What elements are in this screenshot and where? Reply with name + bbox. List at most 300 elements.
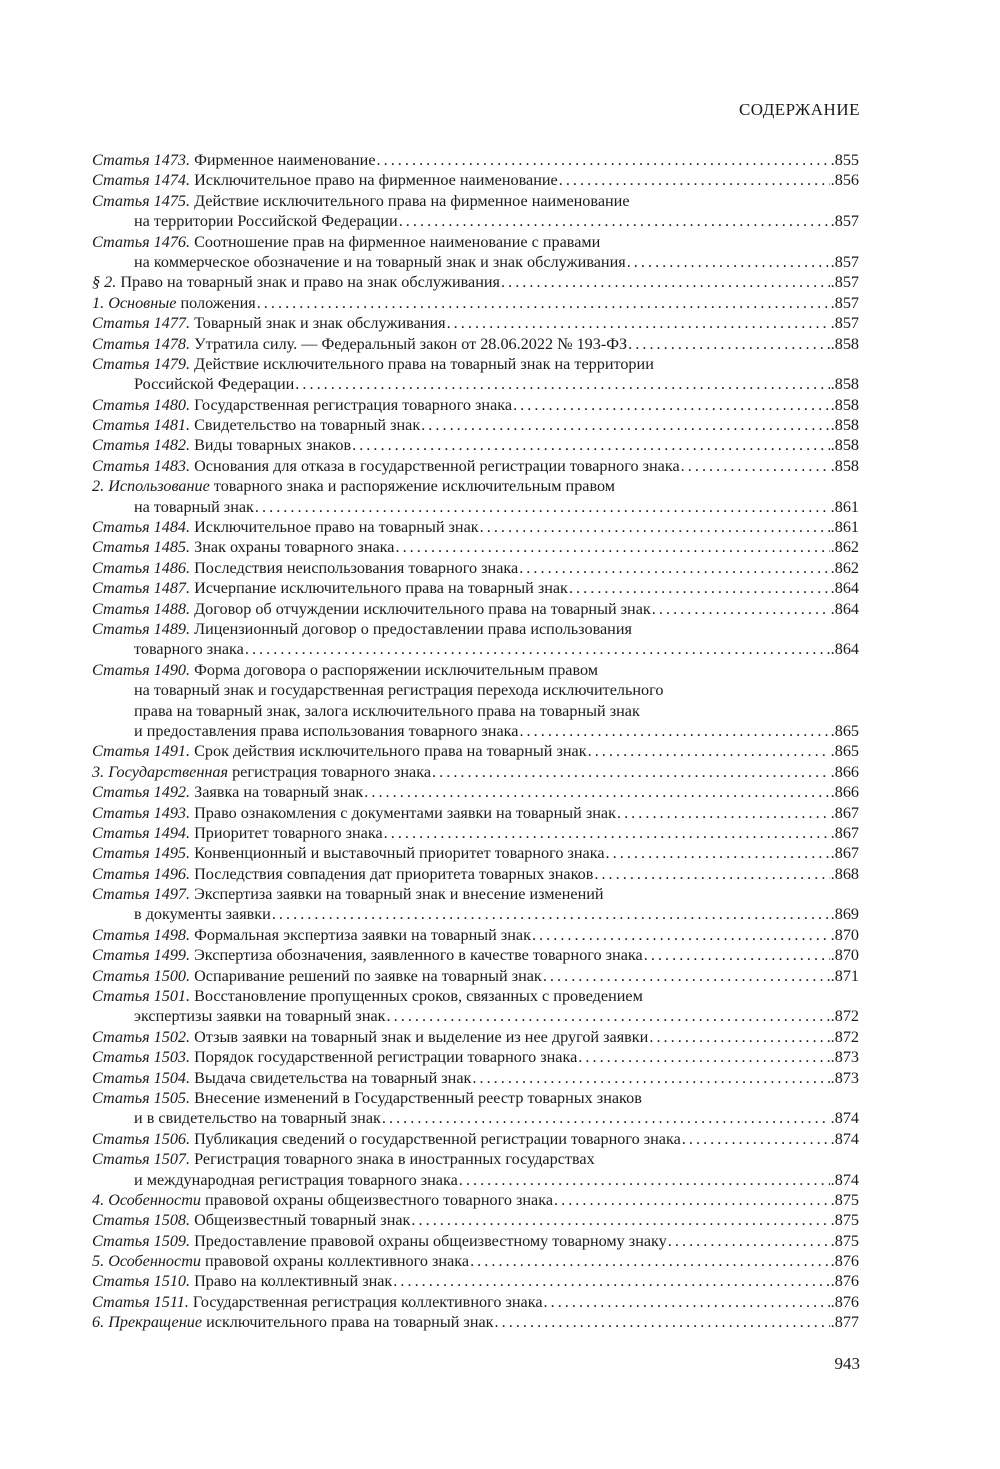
toc-entry-label: Статья 1507. [92, 1150, 191, 1169]
dot-leader [681, 456, 830, 476]
toc-entry-continuation-line [92, 680, 859, 700]
toc-entry-title: Конвенционный и выставочный приоритет товарного знака [194, 844, 605, 863]
toc-entry-first-line [92, 313, 859, 333]
toc-entry-page: .870 [830, 946, 859, 965]
toc-entry-title: Действие исключительного права на фирменное наименование [194, 191, 630, 210]
dot-leader [578, 1047, 829, 1067]
toc-entry-first-line [92, 517, 859, 537]
dot-leader [364, 782, 829, 802]
toc-entry [92, 476, 859, 517]
toc-entry-first-line [92, 986, 859, 1006]
toc-entry-page: .857 [830, 212, 859, 231]
toc-entry-first-line [92, 150, 859, 170]
toc-entry-label: Статья 1474. [92, 171, 191, 190]
toc-entry [92, 293, 859, 313]
toc-entry [92, 537, 859, 557]
toc-entry [92, 884, 859, 925]
toc-entry-label: Статья 1486. [92, 558, 191, 577]
toc-entry-page: .857 [830, 273, 859, 292]
toc-entry-continuation-line [92, 252, 859, 272]
toc-entry-page: .858 [830, 416, 859, 435]
table-of-contents [92, 150, 859, 1333]
toc-entry-page: .870 [830, 925, 859, 944]
toc-entry-label: Статья 1504. [92, 1068, 191, 1087]
toc-entry-first-line [92, 578, 859, 598]
toc-entry-first-line [92, 843, 859, 863]
toc-entry-first-line [92, 741, 859, 761]
dot-leader [459, 1170, 830, 1190]
toc-entry-label: § 2. [92, 273, 117, 292]
toc-entry-title: Исчерпание исключительного права на товарный знак [194, 579, 568, 598]
toc-entry-continuation-line [92, 1006, 859, 1026]
toc-entry-page: .875 [830, 1211, 859, 1230]
toc-entry-title: Регистрация товарного знака в иностранных государствах [194, 1150, 595, 1169]
toc-entry [92, 1047, 859, 1067]
toc-entry-page: .865 [830, 721, 859, 740]
toc-entry-first-line [92, 395, 859, 415]
toc-entry-page: .858 [830, 456, 859, 475]
toc-entry-first-line [92, 1312, 859, 1332]
toc-entry [92, 1210, 859, 1230]
toc-entry [92, 803, 859, 823]
toc-entry-label: Статья 1479. [92, 354, 191, 373]
toc-entry-first-line [92, 966, 859, 986]
toc-entry-label: Статья 1490. [92, 660, 191, 679]
dot-leader [395, 537, 829, 557]
toc-entry-title: на коммерческое обозначение и на товарный знак и знак обслуживания [134, 252, 626, 271]
toc-entry-first-line [92, 1088, 859, 1108]
dot-leader [649, 1027, 829, 1047]
toc-entry-label: Статья 1500. [92, 966, 191, 985]
dot-leader [554, 1190, 830, 1210]
dot-leader [513, 395, 830, 415]
dot-leader [617, 803, 830, 823]
toc-entry-title: Порядок государственной регистрации товарного знака [194, 1048, 578, 1067]
toc-entry-title: Отзыв заявки на товарный знак и выделение из нее другой заявки [194, 1027, 649, 1046]
toc-entry [92, 1251, 859, 1271]
toc-entry-continuation-line [92, 701, 859, 721]
toc-entry-title: регистрация товарного знака [232, 762, 432, 781]
toc-entry-label: 5. Особенности [92, 1252, 201, 1271]
toc-entry-first-line [92, 660, 859, 680]
toc-entry-page: .874 [830, 1129, 859, 1148]
toc-entry-label: 2. Использование [92, 477, 210, 496]
dot-leader [652, 599, 830, 619]
toc-entry-title: Фирменное наименование [194, 151, 376, 169]
toc-entry [92, 945, 859, 965]
toc-entry-title: Действие исключительного права на товарный знак на территории [194, 354, 654, 373]
dot-leader [245, 639, 830, 659]
running-header: СОДЕРЖАНИЕ [738, 100, 860, 119]
toc-entry-title: Исключительное право на фирменное наименование [194, 171, 558, 190]
toc-entry-title: Лицензионный договор о предоставлении права использования [194, 619, 632, 638]
dot-leader [272, 904, 830, 924]
toc-entry [92, 150, 859, 170]
toc-entry-first-line [92, 354, 859, 374]
toc-entry [92, 925, 859, 945]
dot-leader [628, 334, 830, 354]
toc-entry-first-line [92, 170, 859, 190]
toc-entry-page: .858 [830, 436, 859, 455]
toc-entry-page: .876 [830, 1252, 859, 1271]
toc-entry-page: .872 [830, 1027, 859, 1046]
toc-entry-label: Статья 1488. [92, 599, 191, 618]
toc-entry-label: Статья 1494. [92, 823, 191, 842]
toc-entry-first-line [92, 1210, 859, 1230]
toc-entry-label: Статья 1503. [92, 1048, 191, 1067]
toc-entry-label: Статья 1483. [92, 456, 191, 475]
toc-entry [92, 313, 859, 333]
toc-entry-page: .873 [830, 1048, 859, 1067]
toc-entry [92, 986, 859, 1027]
toc-entry-title: Право на товарный знак и право на знак обслуживания [120, 273, 501, 292]
dot-leader [393, 1271, 829, 1291]
dot-leader [495, 1312, 830, 1332]
toc-entry-continuation-line [92, 497, 859, 517]
dot-leader [543, 966, 830, 986]
dot-leader [588, 741, 830, 761]
toc-entry-title: на территории Российской Федерации [134, 212, 398, 231]
toc-entry-first-line [92, 1068, 859, 1088]
toc-entry-title: Срок действия исключительного права на товарный знак [194, 742, 587, 761]
toc-entry-page: .858 [830, 334, 859, 353]
toc-entry-title: на товарный знак [134, 497, 254, 516]
toc-entry [92, 843, 859, 863]
toc-entry-label: Статья 1484. [92, 518, 191, 537]
toc-entry-page: .857 [830, 252, 859, 271]
toc-entry-label: Статья 1476. [92, 232, 191, 251]
toc-entry-label: Статья 1509. [92, 1231, 191, 1250]
dot-leader [352, 435, 830, 455]
toc-entry-label: Статья 1495. [92, 844, 191, 863]
toc-entry-first-line [92, 884, 859, 904]
toc-entry [92, 619, 859, 660]
toc-entry-title: Внесение изменений в Государственный реестр товарных знаков [194, 1088, 642, 1107]
toc-entry-first-line [92, 1190, 859, 1210]
dot-leader [668, 1231, 830, 1251]
toc-entry [92, 1271, 859, 1291]
toc-entry [92, 660, 859, 742]
toc-entry [92, 334, 859, 354]
toc-entry-label: Статья 1485. [92, 538, 191, 557]
toc-entry-page: .867 [830, 803, 859, 822]
toc-entry-first-line [92, 864, 859, 884]
toc-entry [92, 762, 859, 782]
dot-leader [501, 272, 830, 292]
dot-leader [432, 762, 830, 782]
toc-entry-label: Статья 1496. [92, 864, 191, 883]
dot-leader [387, 1006, 830, 1026]
toc-entry-label: Статья 1501. [92, 987, 191, 1006]
toc-entry-title: экспертизы заявки на товарный знак [134, 1007, 386, 1026]
toc-entry-page: .864 [830, 640, 859, 659]
toc-entry-first-line [92, 1047, 859, 1067]
toc-entry [92, 1312, 859, 1332]
toc-entry-title: в документы заявки [134, 905, 271, 924]
toc-entry-title: и международная регистрация товарного знака [134, 1170, 458, 1189]
toc-entry [92, 864, 859, 884]
dot-leader [569, 578, 830, 598]
toc-entry-page: .868 [830, 864, 859, 883]
toc-entry [92, 823, 859, 843]
toc-entry-page: .864 [830, 599, 859, 618]
toc-entry-page: .872 [830, 1007, 859, 1026]
dot-leader [644, 945, 830, 965]
toc-entry-page: .862 [830, 558, 859, 577]
dot-leader [257, 293, 830, 313]
toc-entry-continuation-line [92, 639, 859, 659]
toc-entry-page: .856 [830, 171, 859, 190]
toc-entry-title: правовой охраны общеизвестного товарного знака [205, 1190, 554, 1209]
toc-entry [92, 456, 859, 476]
toc-entry-first-line [92, 619, 859, 639]
toc-entry-page: .855 [830, 151, 859, 169]
toc-entry-first-line [92, 1027, 859, 1047]
toc-entry-first-line [92, 1149, 859, 1169]
toc-entry-first-line [92, 293, 859, 313]
dot-leader [472, 1068, 829, 1088]
toc-entry-label: Статья 1506. [92, 1129, 191, 1148]
toc-entry-label: Статья 1473. [92, 151, 191, 169]
toc-entry-page: .865 [830, 742, 859, 761]
toc-entry-first-line [92, 1251, 859, 1271]
toc-entry-title: Утратила силу. — Федеральный закон от 28.06.2022 № 193-ФЗ [194, 334, 628, 353]
toc-entry [92, 1068, 859, 1088]
toc-entry [92, 1088, 859, 1129]
toc-entry [92, 1149, 859, 1190]
toc-entry [92, 1027, 859, 1047]
toc-entry [92, 415, 859, 435]
toc-entry-continuation-line [92, 1170, 859, 1190]
toc-entry-title: на товарный знак и государственная регистрация перехода исключительного [134, 681, 664, 700]
toc-entry-first-line [92, 823, 859, 843]
toc-entry-label: Статья 1497. [92, 885, 191, 904]
toc-entry-title: Публикация сведений о государственной регистрации товарного знака [194, 1129, 681, 1148]
toc-entry-title: товарного знака и распоряжение исключительным правом [213, 477, 616, 496]
toc-entry-title: Свидетельство на товарный знак [194, 416, 421, 435]
toc-entry-title: Право на коллективный знак [194, 1272, 393, 1291]
toc-entry-label: Статья 1508. [92, 1211, 191, 1230]
toc-entry [92, 558, 859, 578]
toc-entry-page: .875 [830, 1231, 859, 1250]
toc-entry-label: Статья 1511. [92, 1292, 189, 1311]
toc-entry-page: .876 [830, 1292, 859, 1311]
toc-entry-page: .857 [830, 314, 859, 333]
toc-entry-title: Российской Федерации [134, 375, 295, 394]
toc-entry-label: Статья 1475. [92, 191, 191, 210]
toc-entry-first-line [92, 537, 859, 557]
toc-entry-first-line [92, 456, 859, 476]
toc-entry-title: Договор об отчуждении исключительного права на товарный знак [194, 599, 651, 618]
toc-entry-first-line [92, 272, 859, 292]
toc-entry-title: Приоритет товарного знака [194, 823, 383, 842]
toc-entry-title: и предоставления права использования товарного знака [134, 721, 519, 740]
toc-entry-first-line [92, 1292, 859, 1312]
toc-entry-title: Экспертиза обозначения, заявленного в качестве товарного знака [194, 946, 643, 965]
toc-entry-first-line [92, 925, 859, 945]
dot-leader [627, 252, 830, 272]
toc-entry [92, 599, 859, 619]
toc-entry-continuation-line [92, 211, 859, 231]
toc-entry-first-line [92, 191, 859, 211]
toc-entry-title: Основания для отказа в государственной регистрации товарного знака [194, 456, 680, 475]
dot-leader [594, 864, 829, 884]
toc-entry-continuation-line [92, 374, 859, 394]
toc-entry-title: Формальная экспертиза заявки на товарный знак [194, 925, 531, 944]
toc-entry-page: .866 [830, 762, 859, 781]
toc-entry-first-line [92, 415, 859, 435]
toc-entry-label: Статья 1499. [92, 946, 191, 965]
dot-leader [382, 1108, 830, 1128]
dot-leader [544, 1292, 830, 1312]
toc-entry-page: .858 [830, 375, 859, 394]
toc-entry-title: Право ознакомления с документами заявки на товарный знак [194, 803, 616, 822]
dot-leader [470, 1251, 830, 1271]
toc-entry-title: товарного знака [134, 640, 244, 659]
toc-entry [92, 1231, 859, 1251]
toc-entry-page: .874 [830, 1170, 859, 1189]
dot-leader [411, 1210, 829, 1230]
toc-entry-page: .875 [830, 1190, 859, 1209]
toc-entry-continuation-line [92, 1108, 859, 1128]
toc-entry-title: и в свидетельство на товарный знак [134, 1109, 381, 1128]
toc-entry-label: 1. Основные [92, 293, 177, 312]
toc-entry-title: исключительного права на товарный знак [206, 1313, 494, 1332]
dot-leader [519, 721, 829, 741]
toc-entry-page: .873 [830, 1068, 859, 1087]
dot-leader [377, 150, 830, 170]
toc-entry [92, 354, 859, 395]
toc-entry-first-line [92, 762, 859, 782]
toc-entry-title: Оспаривание решений по заявке на товарный знак [194, 966, 542, 985]
toc-entry [92, 232, 859, 273]
toc-entry-title: Государственная регистрация товарного знака [194, 395, 513, 414]
toc-entry-title: Виды товарных знаков [194, 436, 352, 455]
dot-leader [480, 517, 830, 537]
toc-entry-label: Статья 1498. [92, 925, 191, 944]
toc-entry-title: Знак охраны товарного знака [194, 538, 395, 557]
toc-entry-title: Государственная регистрация коллективного знака [192, 1292, 543, 1311]
toc-entry-title: Общеизвестный товарный знак [194, 1211, 411, 1230]
toc-entry-label: Статья 1487. [92, 579, 191, 598]
dot-leader [682, 1129, 830, 1149]
toc-entry-label: Статья 1492. [92, 783, 191, 802]
toc-entry [92, 741, 859, 761]
toc-entry-label: 4. Особенности [92, 1190, 201, 1209]
toc-entry-label: Статья 1480. [92, 395, 191, 414]
toc-entry-first-line [92, 782, 859, 802]
toc-entry-first-line [92, 232, 859, 252]
dot-leader [255, 497, 830, 517]
toc-entry-first-line [92, 945, 859, 965]
toc-entry-page: .866 [830, 783, 859, 802]
toc-entry-label: Статья 1482. [92, 436, 191, 455]
dot-leader [532, 925, 830, 945]
toc-entry-continuation-line [92, 721, 859, 741]
toc-entry-page: .876 [830, 1272, 859, 1291]
toc-entry-first-line [92, 599, 859, 619]
toc-entry-first-line [92, 1129, 859, 1149]
toc-entry-label: Статья 1477. [92, 314, 191, 333]
toc-entry [92, 782, 859, 802]
dot-leader [606, 843, 830, 863]
toc-entry-title: Заявка на товарный знак [194, 783, 364, 802]
toc-entry-label: Статья 1510. [92, 1272, 191, 1291]
toc-entry [92, 435, 859, 455]
toc-entry [92, 966, 859, 986]
toc-entry-page: .874 [830, 1109, 859, 1128]
toc-entry-title: Последствия неиспользования товарного знака [194, 558, 519, 577]
toc-entry-page: .867 [830, 844, 859, 863]
toc-entry [92, 272, 859, 292]
toc-entry-page: .867 [830, 823, 859, 842]
toc-entry [92, 395, 859, 415]
toc-entry-label: Статья 1481. [92, 416, 191, 435]
toc-entry-page: .861 [830, 497, 859, 516]
dot-leader [421, 415, 829, 435]
dot-leader [519, 558, 829, 578]
toc-entry-label: Статья 1478. [92, 334, 191, 353]
toc-entry-title: Форма договора о распоряжении исключительным правом [194, 660, 599, 679]
toc-entry-first-line [92, 476, 859, 496]
dot-leader [559, 170, 830, 190]
toc-entry-title: права на товарный знак, залога исключительного права на товарный знак [134, 701, 640, 720]
toc-entry-label: Статья 1491. [92, 742, 191, 761]
toc-entry-page: .862 [830, 538, 859, 557]
toc-entry [92, 1129, 859, 1149]
toc-entry-title: положения [180, 293, 256, 312]
toc-entry [92, 1292, 859, 1312]
toc-entry-first-line [92, 334, 859, 354]
toc-entry-label: Статья 1505. [92, 1088, 191, 1107]
toc-entry-first-line [92, 803, 859, 823]
toc-entry-page: .871 [830, 966, 859, 985]
toc-entry-label: Статья 1489. [92, 619, 191, 638]
dot-leader [447, 313, 830, 333]
dot-leader [384, 823, 830, 843]
toc-entry [92, 170, 859, 190]
toc-entry-page: .864 [830, 579, 859, 598]
toc-entry-page: .861 [830, 518, 859, 537]
dot-leader [399, 211, 830, 231]
toc-entry-title: Предоставление правовой охраны общеизвестному товарному знаку [194, 1231, 667, 1250]
toc-entry-title: Товарный знак и знак обслуживания [194, 314, 446, 333]
toc-entry-title: Выдача свидетельства на товарный знак [194, 1068, 472, 1087]
toc-entry-title: правовой охраны коллективного знака [205, 1252, 470, 1271]
toc-entry-label: Статья 1493. [92, 803, 191, 822]
toc-entry-title: Последствия совпадения дат приоритета товарных знаков [194, 864, 594, 883]
toc-entry [92, 517, 859, 537]
toc-entry-page: .877 [830, 1313, 859, 1332]
toc-entry-title: Соотношение прав на фирменное наименование с правами [194, 232, 601, 251]
dot-leader [295, 374, 829, 394]
toc-entry-first-line [92, 1231, 859, 1251]
toc-entry-title: Исключительное право на товарный знак [194, 518, 479, 537]
toc-entry-first-line [92, 1271, 859, 1291]
toc-entry [92, 578, 859, 598]
toc-entry-title: Экспертиза заявки на товарный знак и внесение изменений [194, 885, 604, 904]
toc-entry-page: .857 [830, 293, 859, 312]
toc-entry-first-line [92, 435, 859, 455]
toc-entry-title: Восстановление пропущенных сроков, связанных с проведением [194, 987, 643, 1006]
toc-entry-continuation-line [92, 904, 859, 924]
toc-entry-label: 3. Государственная [92, 762, 229, 781]
toc-entry-label: 6. Прекращение [92, 1313, 203, 1332]
toc-entry-page: .869 [830, 905, 859, 924]
toc-entry-first-line [92, 558, 859, 578]
page-number: 943 [834, 1354, 860, 1373]
toc-entry [92, 1190, 859, 1210]
